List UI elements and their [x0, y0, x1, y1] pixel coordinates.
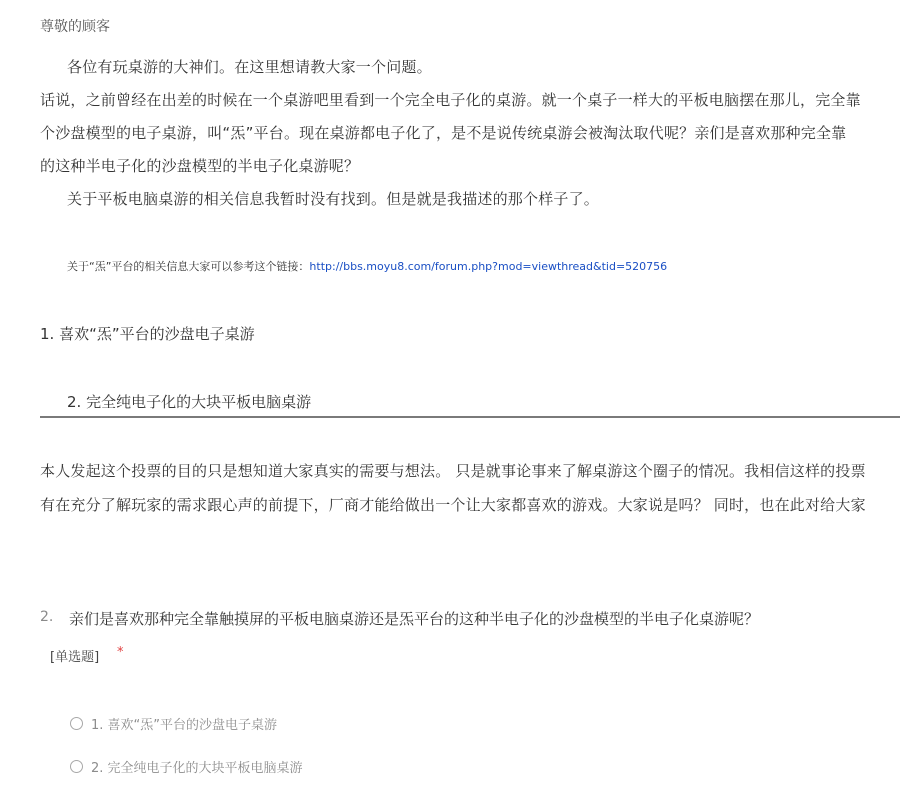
- intro-paragraph-line: 各位有玩桌游的大神们。在这里想请教大家一个问题。: [67, 58, 432, 76]
- intro-paragraph-line: 话说，之前曾经在出差的时候在一个桌游吧里看到一个完全电子化的桌游。就一个桌子一样大的平板电脑摆在那儿，完全靠: [40, 91, 861, 109]
- salutation-text: 尊敬的顾客: [40, 19, 110, 35]
- question-number: 2.: [40, 609, 54, 625]
- radio-option-2[interactable]: [70, 757, 303, 776]
- radio-button-icon[interactable]: [70, 717, 83, 730]
- description-option-2: 2. 完全纯电子化的大块平板电脑桌游: [67, 393, 312, 411]
- question-type-label: [单选题]: [50, 650, 100, 665]
- reference-prefix: 关于“炁”平台的相关信息大家可以参考这个链接：: [67, 260, 310, 273]
- intro-paragraph-line: 关于平板电脑桌游的相关信息我暂时没有找到。但是就是我描述的那个样子了。: [67, 190, 600, 208]
- body-paragraph-line: 有在充分了解玩家的需求跟心声的前提下，厂商才能给做出一个让大家都喜欢的游戏。大家说是吗？ 同时，也在此对给大家: [40, 496, 866, 514]
- section-divider: [40, 416, 900, 418]
- radio-option-label[interactable]: 1. 喜欢“炁”平台的沙盘电子桌游: [91, 718, 278, 733]
- radio-option-label[interactable]: 2. 完全纯电子化的大块平板电脑桌游: [91, 761, 303, 776]
- required-mark: *: [117, 645, 124, 660]
- intro-paragraph-line: 的这种半电子化的沙盘模型的半电子化桌游呢？: [40, 157, 360, 175]
- reference-line: [67, 258, 667, 274]
- description-option-1: 1. 喜欢“炁”平台的沙盘电子桌游: [40, 325, 255, 343]
- radio-option-1[interactable]: [70, 714, 277, 733]
- question-title: 亲们是喜欢那种完全靠触摸屏的平板电脑桌游还是炁平台的这种半电子化的沙盘模型的半电子化桌游呢？: [69, 610, 760, 628]
- reference-link[interactable]: http://bbs.moyu8.com/forum.php?mod=viewthread&tid=520756: [309, 260, 668, 273]
- intro-paragraph-line: 个沙盘模型的电子桌游，叫“炁”平台。现在桌游都电子化了，是不是说传统桌游会被淘汰取代呢？亲们是喜欢那种完全靠: [40, 124, 847, 142]
- body-paragraph-line: 本人发起这个投票的目的只是想知道大家真实的需要与想法。 只是就事论事来了解桌游这个圈子的情况。我相信这样的投票: [40, 462, 866, 480]
- radio-button-icon[interactable]: [70, 760, 83, 773]
